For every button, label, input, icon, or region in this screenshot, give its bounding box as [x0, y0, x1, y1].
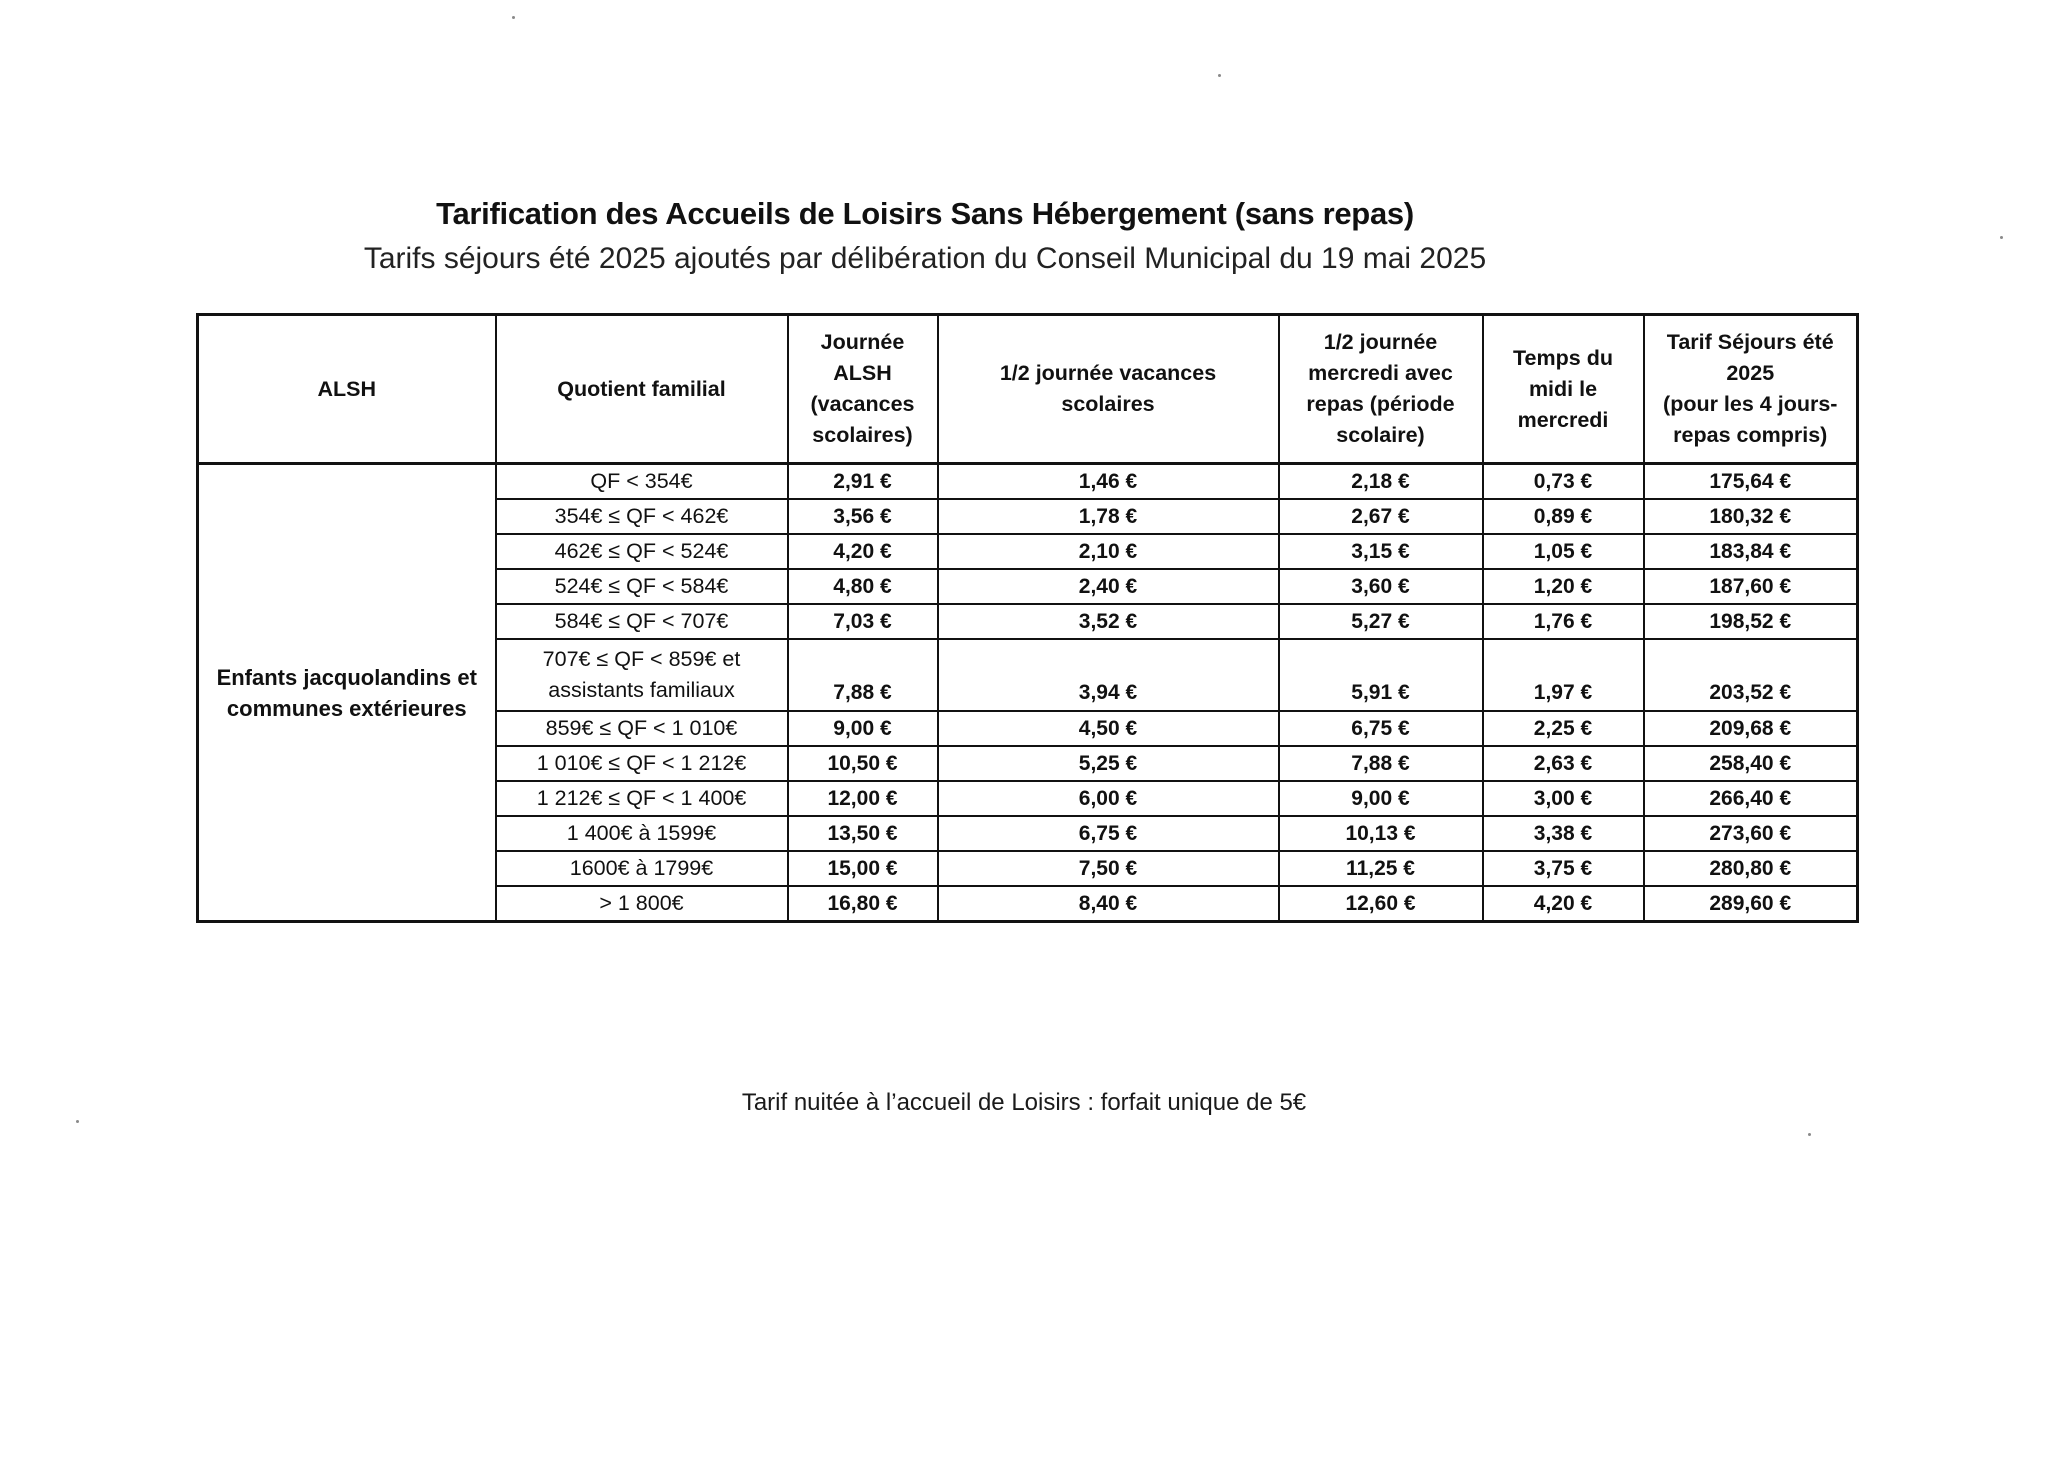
temps-midi-cell: 3,38 €	[1483, 816, 1644, 851]
header-line: Journée	[820, 330, 905, 354]
header-demi-journee-mercredi	[1279, 315, 1483, 464]
header-line: Tarif Séjours été	[1666, 330, 1834, 354]
group-label-line: Enfants jacquolandins et	[216, 664, 477, 690]
demi-mercredi-cell: 6,75 €	[1279, 711, 1483, 746]
demi-mercredi-cell: 12,60 €	[1279, 886, 1483, 922]
demi-mercredi-cell: 5,91 €	[1279, 639, 1483, 711]
quotient-line: 707€ ≤ QF < 859€ et	[542, 647, 741, 671]
sejour-cell: 209,68 €	[1644, 711, 1858, 746]
demi-vacances-cell: 1,78 €	[938, 499, 1279, 534]
journee-cell: 16,80 €	[788, 886, 938, 922]
header-line: midi le	[1528, 376, 1598, 401]
demi-vacances-cell: 4,50 €	[938, 711, 1279, 746]
quotient-cell: 1600€ à 1799€	[496, 851, 788, 886]
quotient-cell: 462€ ≤ QF < 524€	[496, 534, 788, 569]
demi-mercredi-cell: 11,25 €	[1279, 851, 1483, 886]
header-temps-midi-mercredi	[1483, 315, 1644, 464]
header-line: mercredi avec	[1308, 361, 1453, 385]
temps-midi-cell: 0,89 €	[1483, 499, 1644, 534]
journee-cell: 3,56 €	[788, 499, 938, 534]
temps-midi-cell: 2,63 €	[1483, 746, 1644, 781]
sejour-cell: 289,60 €	[1644, 886, 1858, 922]
journee-cell: 12,00 €	[788, 781, 938, 816]
quotient-cell	[496, 639, 788, 711]
demi-mercredi-cell: 2,67 €	[1279, 499, 1483, 534]
sejour-cell: 266,40 €	[1644, 781, 1858, 816]
header-line: Temps du	[1513, 345, 1613, 370]
scan-speck	[2000, 236, 2003, 239]
sejour-cell: 273,60 €	[1644, 816, 1858, 851]
temps-midi-cell: 1,20 €	[1483, 569, 1644, 604]
temps-midi-cell: 3,00 €	[1483, 781, 1644, 816]
quotient-cell: 354€ ≤ QF < 462€	[496, 499, 788, 534]
sejour-cell: 280,80 €	[1644, 851, 1858, 886]
quotient-cell: 1 010€ ≤ QF < 1 212€	[496, 746, 788, 781]
demi-vacances-cell: 2,10 €	[938, 534, 1279, 569]
header-line: (vacances	[810, 392, 915, 416]
demi-vacances-cell: 5,25 €	[938, 746, 1279, 781]
header-line: (pour les 4 jours-	[1663, 392, 1838, 416]
temps-midi-cell: 1,05 €	[1483, 534, 1644, 569]
demi-vacances-cell: 6,00 €	[938, 781, 1279, 816]
demi-mercredi-cell: 3,60 €	[1279, 569, 1483, 604]
journee-cell: 10,50 €	[788, 746, 938, 781]
quotient-cell: > 1 800€	[496, 886, 788, 922]
demi-vacances-cell: 3,94 €	[938, 639, 1279, 711]
quotient-cell: 584€ ≤ QF < 707€	[496, 604, 788, 639]
journee-cell: 7,88 €	[788, 639, 938, 711]
page-subtitle: Tarifs séjours été 2025 ajoutés par délibération du Conseil Municipal du 19 mai 2025	[363, 242, 1487, 275]
group-label-line: communes extérieures	[226, 695, 467, 721]
quotient-cell: 1 400€ à 1599€	[496, 816, 788, 851]
header-line: scolaires	[1061, 392, 1155, 416]
temps-midi-cell: 4,20 €	[1483, 886, 1644, 922]
demi-vacances-cell: 7,50 €	[938, 851, 1279, 886]
table-row	[198, 464, 1858, 500]
demi-vacances-cell: 2,40 €	[938, 569, 1279, 604]
scan-speck	[1808, 1133, 1811, 1136]
demi-vacances-cell: 3,52 €	[938, 604, 1279, 639]
demi-mercredi-cell: 5,27 €	[1279, 604, 1483, 639]
journee-cell: 4,20 €	[788, 534, 938, 569]
quotient-cell: 1 212€ ≤ QF < 1 400€	[496, 781, 788, 816]
temps-midi-cell: 3,75 €	[1483, 851, 1644, 886]
group-label-cell	[198, 464, 496, 922]
header-line: scolaire)	[1336, 423, 1425, 447]
header-line: 1/2 journée vacances	[999, 361, 1217, 385]
scan-speck	[76, 1120, 79, 1123]
sejour-cell: 198,52 €	[1644, 604, 1858, 639]
header-line: ALSH	[833, 361, 892, 385]
table-header-row	[198, 315, 1858, 464]
sejour-cell: 203,52 €	[1644, 639, 1858, 711]
sejour-cell: 183,84 €	[1644, 534, 1858, 569]
sejour-cell: 258,40 €	[1644, 746, 1858, 781]
scan-speck	[1218, 74, 1221, 77]
header-demi-journee-vacances	[938, 315, 1279, 464]
demi-mercredi-cell: 7,88 €	[1279, 746, 1483, 781]
sejour-cell: 187,60 €	[1644, 569, 1858, 604]
quotient-cell: 524€ ≤ QF < 584€	[496, 569, 788, 604]
demi-vacances-cell: 8,40 €	[938, 886, 1279, 922]
header-quotient-familial: Quotient familial	[496, 315, 788, 464]
header-tarif-sejours	[1644, 315, 1858, 464]
tarification-table	[196, 313, 1859, 923]
sejour-cell: 175,64 €	[1644, 464, 1858, 500]
journee-cell: 4,80 €	[788, 569, 938, 604]
demi-vacances-cell: 6,75 €	[938, 816, 1279, 851]
journee-cell: 9,00 €	[788, 711, 938, 746]
temps-midi-cell: 0,73 €	[1483, 464, 1644, 500]
scan-speck	[512, 16, 515, 19]
header-line: scolaires)	[812, 423, 913, 447]
header-line: 1/2 journée	[1323, 330, 1438, 354]
header-line: repas compris)	[1673, 423, 1828, 447]
header-journee-alsh	[788, 315, 938, 464]
journee-cell: 7,03 €	[788, 604, 938, 639]
header-line: repas (période	[1306, 392, 1455, 416]
page-title: Tarification des Accueils de Loisirs Sans Hébergement (sans repas)	[436, 196, 1414, 231]
demi-mercredi-cell: 10,13 €	[1279, 816, 1483, 851]
demi-mercredi-cell: 3,15 €	[1279, 534, 1483, 569]
journee-cell: 15,00 €	[788, 851, 938, 886]
sejour-cell: 180,32 €	[1644, 499, 1858, 534]
footer-note: Tarif nuitée à l’accueil de Loisirs : forfait unique de 5€	[741, 1089, 1307, 1116]
temps-midi-cell: 1,76 €	[1483, 604, 1644, 639]
quotient-cell: QF < 354€	[496, 464, 788, 500]
header-line: mercredi	[1517, 407, 1609, 432]
header-alsh: ALSH	[198, 315, 496, 464]
journee-cell: 2,91 €	[788, 464, 938, 500]
quotient-line: assistants familiaux	[548, 678, 735, 702]
demi-mercredi-cell: 9,00 €	[1279, 781, 1483, 816]
temps-midi-cell: 1,97 €	[1483, 639, 1644, 711]
demi-mercredi-cell: 2,18 €	[1279, 464, 1483, 500]
demi-vacances-cell: 1,46 €	[938, 464, 1279, 500]
quotient-cell: 859€ ≤ QF < 1 010€	[496, 711, 788, 746]
journee-cell: 13,50 €	[788, 816, 938, 851]
temps-midi-cell: 2,25 €	[1483, 711, 1644, 746]
header-line: 2025	[1726, 361, 1775, 385]
